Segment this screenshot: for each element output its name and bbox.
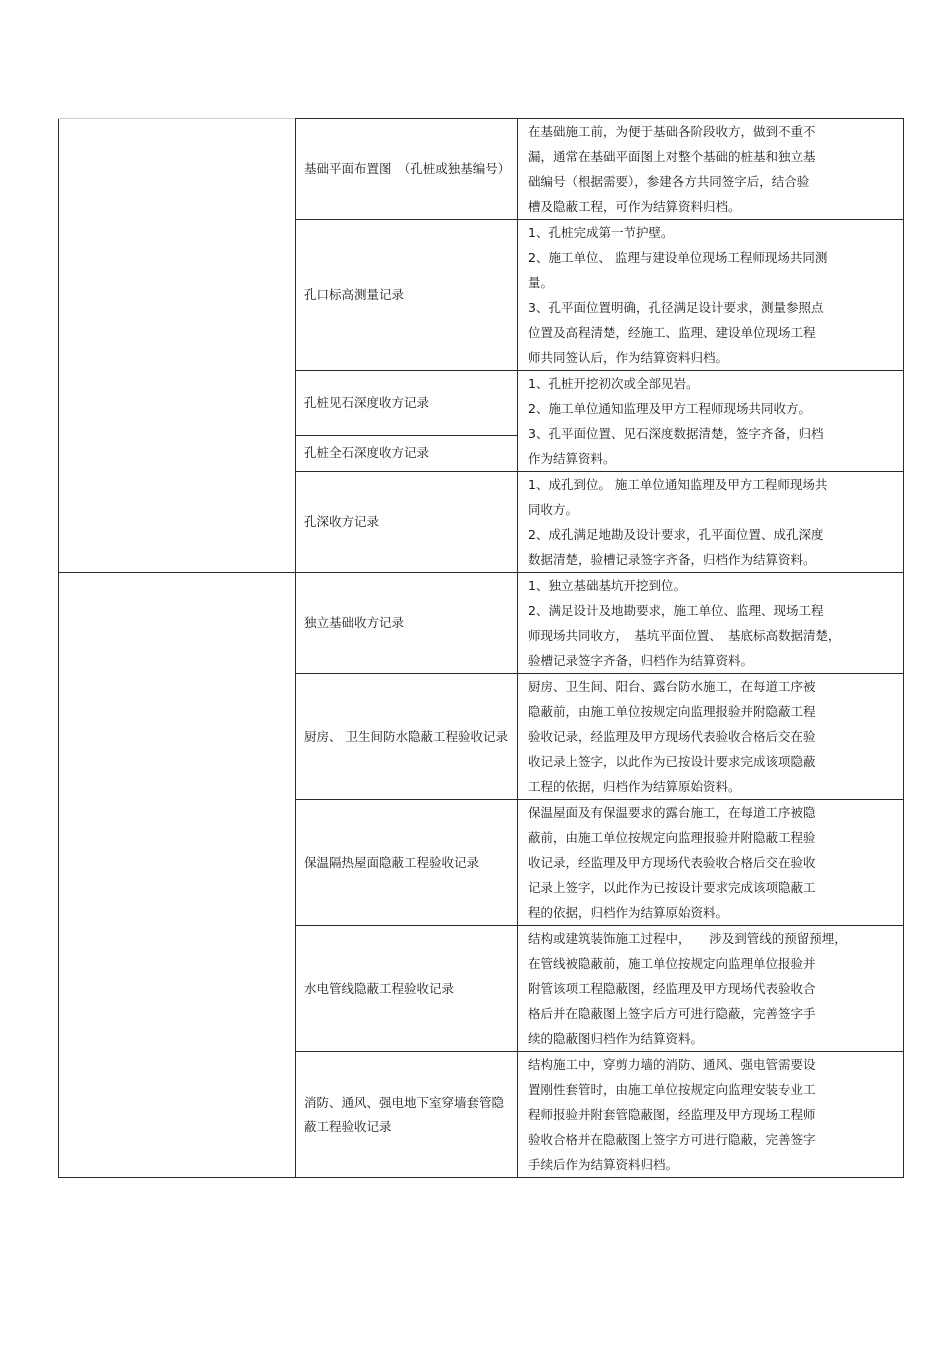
item-label: 孔桩全石深度收方记录 bbox=[304, 445, 430, 461]
description-line: 蔽前，由施工单位按规定向监理报验并附隐蔽工程验 bbox=[528, 830, 816, 845]
item-cell bbox=[296, 573, 518, 674]
description-line: 手续后作为结算资料归档。 bbox=[528, 1157, 679, 1172]
description-line: 1、孔桩完成第一节护壁。 bbox=[528, 225, 674, 240]
description-line: 验收记录，经监理及甲方现场代表验收合格后交在验 bbox=[528, 729, 816, 744]
description-line: 础编号（根据需要），参建各方共同签字后，结合验 bbox=[528, 174, 810, 189]
description-line: 验收合格并在隐蔽图上签字方可进行隐蔽，完善签字 bbox=[528, 1132, 816, 1147]
description-line: 结构施工中，穿剪力墙的消防、通风、强电管需要设 bbox=[528, 1057, 816, 1072]
description-line: 在基础施工前，为便于基础各阶段收方，做到不重不 bbox=[528, 124, 816, 139]
description-cell bbox=[518, 220, 904, 371]
description-line: 工程的依据，归档作为结算原始资料。 bbox=[528, 779, 741, 794]
item-cell bbox=[296, 800, 518, 926]
description-line: 3、孔平面位置明确，孔径满足设计要求，测量参照点 bbox=[528, 300, 824, 315]
description-cell bbox=[518, 119, 904, 220]
description-cell bbox=[518, 926, 904, 1052]
description-line: 师现场共同收方， 基坑平面位置、 基底标高数据清楚， bbox=[528, 628, 841, 643]
description-cell bbox=[518, 674, 904, 800]
item-label: 孔桩见石深度收方记录 bbox=[304, 394, 430, 410]
description-cell bbox=[518, 472, 904, 573]
description-line: 记录上签字，以此作为已按设计要求完成该项隐蔽工 bbox=[528, 880, 816, 895]
description-line: 格后并在隐蔽图上签字后方可进行隐蔽，完善签字手 bbox=[528, 1006, 816, 1021]
item-label: 水电管线隐蔽工程验收记录 bbox=[304, 980, 455, 996]
item-cell bbox=[296, 371, 518, 436]
table-row bbox=[59, 119, 904, 220]
description-line: 程师报验并附套管隐蔽图，经监理及甲方现场工程师 bbox=[528, 1107, 816, 1122]
item-cell bbox=[296, 674, 518, 800]
description-line: 隐蔽前，由施工单位按规定向监理报验并附隐蔽工程 bbox=[528, 704, 816, 719]
description-line: 2、施工单位通知监理及甲方工程师现场共同收方。 bbox=[528, 401, 811, 416]
item-cell bbox=[296, 472, 518, 573]
description-line: 1、独立基础基坑开挖到位。 bbox=[528, 578, 686, 593]
description-line: 置刚性套管时，由施工单位按规定向监理安装专业工 bbox=[528, 1082, 816, 1097]
description-line: 在管线被隐蔽前，施工单位按规定向监理单位报验并 bbox=[528, 956, 816, 971]
description-line: 续的隐蔽图归档作为结算资料。 bbox=[528, 1031, 704, 1046]
description-line: 1、成孔到位。 施工单位通知监理及甲方工程师现场共 bbox=[528, 477, 828, 492]
item-cell bbox=[296, 119, 518, 220]
description-line: 2、施工单位、 监理与建设单位现场工程师现场共同测 bbox=[528, 250, 828, 265]
description-cell bbox=[518, 1052, 904, 1178]
description-line: 量。 bbox=[528, 275, 554, 290]
description-line: 保温屋面及有保温要求的露台施工，在每道工序被隐 bbox=[528, 805, 816, 820]
table-row bbox=[59, 573, 904, 674]
description-line: 3、孔平面位置、见石深度数据清楚，签字齐备，归档 bbox=[528, 426, 824, 441]
description-line: 收记录，经监理及甲方现场代表验收合格后交在验收 bbox=[528, 855, 816, 870]
description-line: 槽及隐蔽工程，可作为结算资料归档。 bbox=[528, 199, 741, 214]
item-cell bbox=[296, 435, 518, 471]
item-label: 孔口标高测量记录 bbox=[304, 287, 405, 302]
description-line: 师共同签认后，作为结算资料归档。 bbox=[528, 350, 729, 365]
item-label: 保温隔热屋面隐蔽工程验收记录 bbox=[304, 854, 480, 870]
description-cell bbox=[518, 371, 904, 472]
description-cell bbox=[518, 573, 904, 674]
description-line: 同收方。 bbox=[528, 502, 579, 517]
item-label: 独立基础收方记录 bbox=[304, 615, 405, 630]
description-line: 结构或建筑装饰施工过程中， 涉及到管线的预留预埋， bbox=[528, 931, 847, 946]
description-cell bbox=[518, 800, 904, 926]
description-line: 作为结算资料。 bbox=[528, 451, 616, 466]
item-cell bbox=[296, 220, 518, 371]
category-cell bbox=[59, 119, 296, 573]
description-line: 2、满足设计及地勘要求，施工单位、监理、现场工程 bbox=[528, 603, 824, 618]
description-line: 数据清楚，验槽记录签字齐备，归档作为结算资料。 bbox=[528, 552, 816, 567]
description-line: 1、孔桩开挖初次或全部见岩。 bbox=[528, 376, 699, 391]
description-line: 验槽记录签字齐备，归档作为结算资料。 bbox=[528, 653, 754, 668]
item-label: 消防、通风、强电地下室穿墙套管隐蔽工程验收记录 bbox=[304, 1094, 505, 1134]
item-label: 孔深收方记录 bbox=[304, 514, 380, 529]
records-table bbox=[58, 118, 904, 1178]
item-cell bbox=[296, 1052, 518, 1178]
item-cell bbox=[296, 926, 518, 1052]
description-line: 厨房、卫生间、阳台、露台防水施工，在每道工序被 bbox=[528, 679, 816, 694]
description-line: 附管该项工程隐蔽图，经监理及甲方现场代表验收合 bbox=[528, 981, 816, 996]
description-line: 漏，通常在基础平面图上对整个基础的桩基和独立基 bbox=[528, 149, 816, 164]
description-line: 位置及高程清楚，经施工、监理、建设单位现场工程 bbox=[528, 325, 816, 340]
description-line: 程的依据，归档作为结算原始资料。 bbox=[528, 905, 729, 920]
item-label: 厨房、 卫生间防水隐蔽工程验收记录 bbox=[304, 728, 508, 744]
category-cell bbox=[59, 573, 296, 1178]
item-label: 基础平面布置图 （孔桩或独基编号） bbox=[304, 161, 511, 176]
description-line: 收记录上签字，以此作为已按设计要求完成该项隐蔽 bbox=[528, 754, 816, 769]
description-line: 2、成孔满足地勘及设计要求，孔平面位置、成孔深度 bbox=[528, 527, 824, 542]
